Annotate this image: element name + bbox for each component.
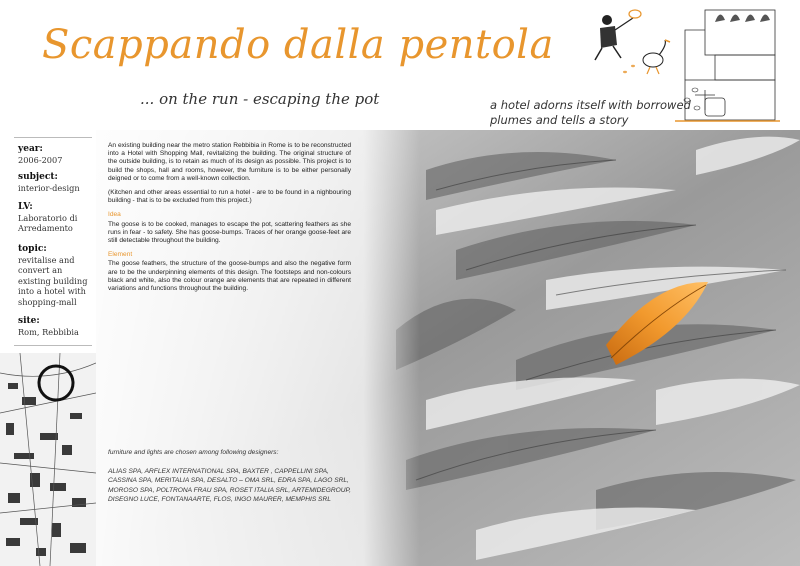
info-year xyxy=(18,144,94,165)
idea-text: The goose is to be cooked, manages to escape the pot, scattering feathers as she runs in fear - to safety. She has goose-bumps. Traces of her orange goose-feet are still detectable throughout the building. xyxy=(108,220,351,245)
goose-icon xyxy=(643,40,670,74)
info-value: Laboratorio di Arredamento xyxy=(18,212,78,233)
info-label: site: xyxy=(18,316,40,326)
designers-intro: furniture and lights are chosen among following designers: xyxy=(108,449,279,456)
info-site xyxy=(18,316,94,337)
info-value: Rom, Rebbibia xyxy=(18,326,79,337)
page-title: Scappando dalla pentola xyxy=(42,22,554,68)
cook-figure-icon xyxy=(595,10,641,60)
info-value: interior-design xyxy=(18,182,80,193)
page-subtitle: ... on the run - escaping the pot xyxy=(140,90,380,108)
info-label: LV: xyxy=(18,202,33,212)
info-label: topic: xyxy=(18,244,47,254)
info-value: 2006-2007 xyxy=(18,154,63,165)
site-map xyxy=(0,353,96,566)
info-lv xyxy=(18,202,94,234)
divider xyxy=(14,137,92,138)
idea-heading: Idea xyxy=(108,211,121,219)
element-heading: Element xyxy=(108,251,133,259)
info-subject xyxy=(18,172,94,193)
designers-names: ALIAS SPA, ARFLEX INTERNATIONAL SPA, BAXTER , CAPPELLINI SPA, CASSINA SPA, MERITALIA SPA, DESALTO – OMA SRL, EDRA SPA, LAGO SRL, MOROSO SPA, POLTRONA FRAU SPA, ROSET ITALIA SRL, ARTEMIDEGROUP, DISEGNO LUCE, FONTANAARTE, FLOS, INGO MAURER, MEMPHIS SRL xyxy=(108,467,351,503)
designers-list xyxy=(108,448,358,514)
project-description xyxy=(108,142,351,299)
info-label: subject: xyxy=(18,172,58,182)
element-text: The goose feathers, the structure of the goose-bumps and also the negative form are to be the underpinning elements of this design. The footsteps and non-colours black and white, also the colour orange are elements that are repeated in different variations and functions throughout the building. xyxy=(108,260,351,293)
info-label: year: xyxy=(18,144,43,154)
info-topic xyxy=(18,244,94,307)
intro-text: An existing building near the metro station Rebbibia in Rome is to be reconstructed into a Hotel with Shopping Mall, revitalizing the building. The original structure of the outside building, is to retain as much of its design as possible. This project is to build the shops, hall and rooms, however, the furniture is to be either personally deigned or to come from a well-known collection. xyxy=(108,142,351,182)
tagline: a hotel adorns itself with borrowed plumes and tells a story xyxy=(490,98,691,127)
divider xyxy=(14,345,92,346)
note-text: (Kitchen and other areas essential to run a hotel - are to be found in a nighbouring building - that is to be excluded from this project.) xyxy=(108,189,351,205)
info-value: revitalise and convert an existing building into a hotel with shopping-mall xyxy=(18,254,88,307)
